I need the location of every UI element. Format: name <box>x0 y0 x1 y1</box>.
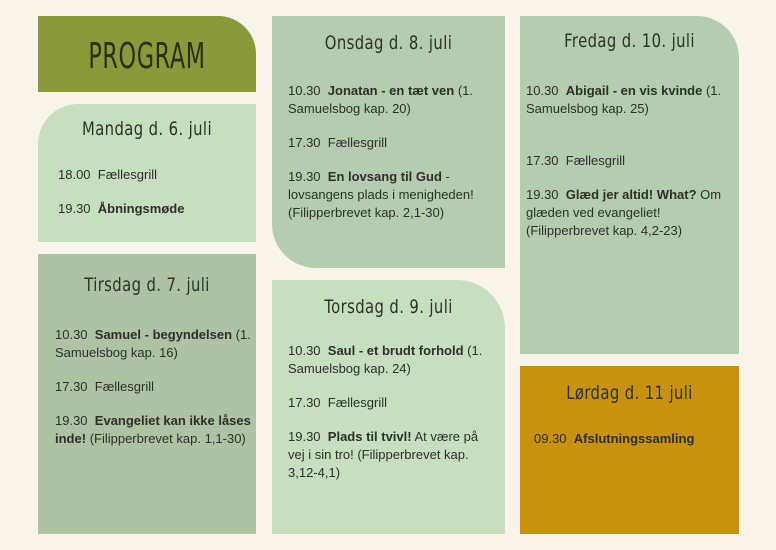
friday-events <box>526 82 731 256</box>
event-time: 19.30 <box>55 413 88 428</box>
event-time: 10.30 <box>55 327 88 342</box>
event-text: (1. Samuelsbog kap. 25) <box>526 83 722 116</box>
event-title: Glæd jer altid! What? <box>565 187 697 202</box>
event-text: Fællesgrill <box>327 395 388 410</box>
event-time: 09.30 <box>534 431 567 446</box>
event-text: (1. Samuelsbog kap. 20) <box>288 83 473 116</box>
wednesday-events <box>288 82 496 238</box>
event-time: 18.00 <box>58 167 91 182</box>
event-title: Jonatan - en tæt ven <box>327 83 455 98</box>
monday-events <box>58 166 248 234</box>
event-item <box>58 166 248 184</box>
event-time: 17.30 <box>526 153 559 168</box>
event-item <box>534 430 734 448</box>
event-text: Fællesgrill <box>94 379 155 394</box>
event-item <box>55 412 251 448</box>
event-item <box>526 152 731 170</box>
thursday-card <box>272 280 505 534</box>
event-time: 10.30 <box>526 83 559 98</box>
event-item <box>288 168 496 222</box>
event-item <box>288 134 496 152</box>
friday-card <box>520 16 739 354</box>
tuesday-card <box>38 254 256 534</box>
event-title: En lovsang til Gud <box>327 169 442 184</box>
event-time: 19.30 <box>288 169 321 184</box>
event-time: 10.30 <box>288 343 321 358</box>
saturday-card <box>520 366 739 534</box>
program-title: PROGRAM <box>88 36 206 77</box>
monday-title: Mandag d. 6. juli <box>82 118 212 140</box>
event-title: Evangeliet kan ikke låses inde! <box>55 413 251 446</box>
event-item <box>288 394 498 412</box>
event-item <box>288 82 496 118</box>
event-item <box>288 342 498 378</box>
event-text: Fællesgrill <box>97 167 158 182</box>
event-text: (1. Samuelsbog kap. 16) <box>55 327 251 360</box>
event-title: Samuel - begyndelsen <box>94 327 233 342</box>
monday-card <box>38 104 256 242</box>
event-item <box>55 326 251 362</box>
tuesday-title: Tirsdag d. 7. juli <box>84 274 210 296</box>
event-time: 10.30 <box>288 83 321 98</box>
saturday-title: Lørdag d. 11 juli <box>566 382 693 404</box>
saturday-events <box>534 430 734 464</box>
tuesday-events <box>55 326 251 464</box>
wednesday-card <box>272 16 505 268</box>
wednesday-title: Onsdag d. 8. juli <box>324 32 453 54</box>
event-text: (1. Samuelsbog kap. 24) <box>288 343 483 376</box>
event-text: Fællesgrill <box>327 135 388 150</box>
event-text: (Filipperbrevet kap. 1,1-30) <box>89 431 246 446</box>
event-text: At være på vej i sin tro! (Filipperbrevet kap. 3,12-4,1) <box>288 429 479 480</box>
event-item <box>58 200 248 218</box>
event-time: 19.30 <box>288 429 321 444</box>
event-time: 19.30 <box>526 187 559 202</box>
event-text: Om glæden ved evangeliet! (Filipperbrevet kap. 4,2-23) <box>526 187 722 238</box>
event-text: Fællesgrill <box>565 153 626 168</box>
event-title: Afslutningssamling <box>573 431 695 446</box>
event-time: 17.30 <box>288 395 321 410</box>
event-item <box>526 186 731 240</box>
event-title: Saul - et brudt forhold <box>327 343 464 358</box>
event-text: - lovsangens plads i menigheden! (Filipperbrevet kap. 2,1-30) <box>288 169 474 220</box>
event-time: 17.30 <box>55 379 88 394</box>
thursday-title: Torsdag d. 9. juli <box>324 296 453 318</box>
event-item <box>55 378 251 396</box>
event-title: Abigail - en vis kvinde <box>565 83 703 98</box>
event-item <box>526 82 731 118</box>
event-item <box>288 428 498 482</box>
event-title: Åbningsmøde <box>97 201 185 216</box>
friday-title: Fredag d. 10. juli <box>564 30 695 52</box>
event-title: Plads til tvivl! <box>327 429 412 444</box>
event-time: 17.30 <box>288 135 321 150</box>
event-time: 19.30 <box>58 201 91 216</box>
thursday-events <box>288 342 498 498</box>
program-header-card <box>38 16 256 92</box>
